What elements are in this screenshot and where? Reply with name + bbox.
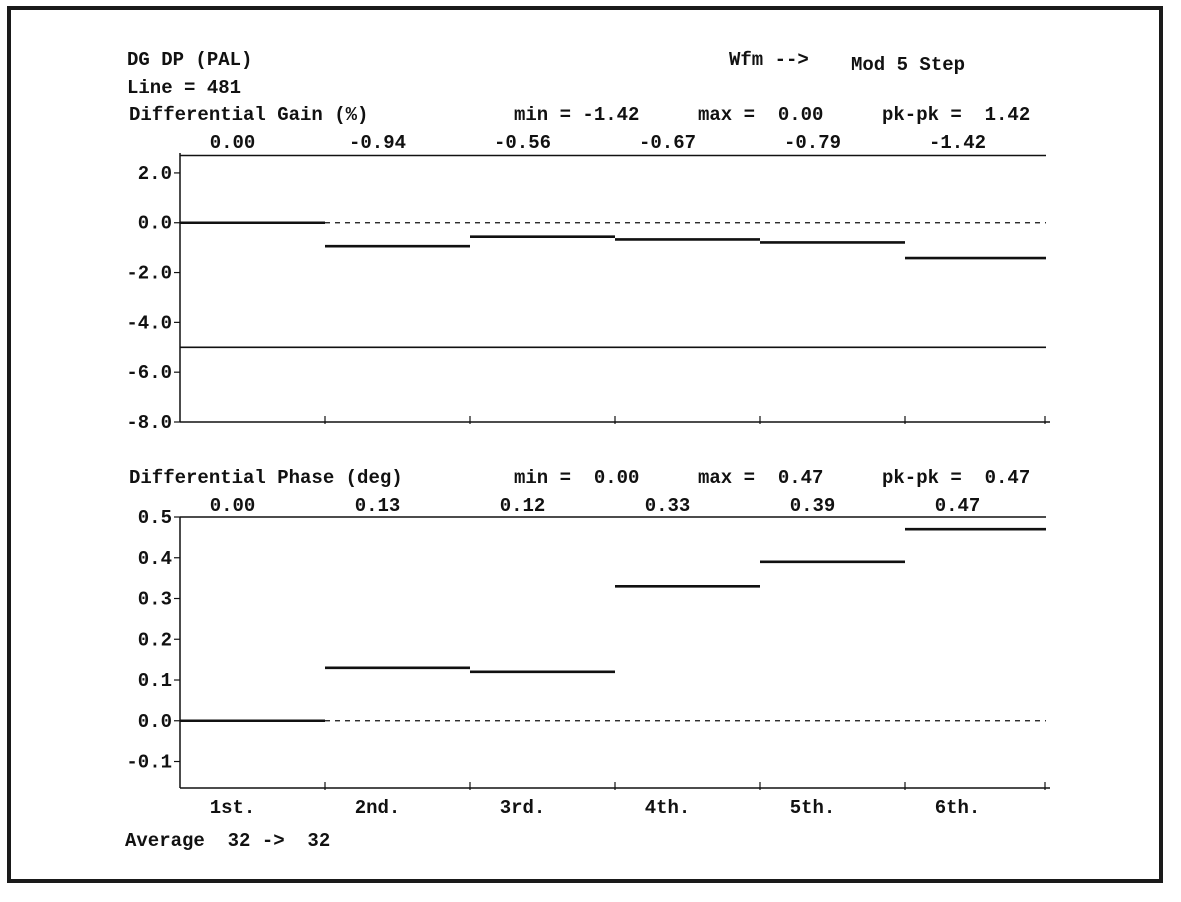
gain-value-label: -0.79: [783, 132, 842, 154]
phase-y-tick-label: 0.4: [137, 547, 172, 570]
phase-value-label: 0.47: [934, 495, 981, 517]
gain-pkpk: pk-pk = 1.42: [882, 104, 1031, 126]
category-label: 1st.: [209, 797, 256, 819]
gain-min: min = -1.42: [514, 104, 640, 126]
gain-y-tick-label: -8.0: [126, 412, 172, 434]
gain-y-tick-label: -4.0: [126, 312, 172, 335]
category-label: 5th.: [789, 797, 836, 819]
gain-y-tick-label: 2.0: [137, 162, 172, 185]
gain-title: Differential Gain (%): [129, 104, 369, 126]
category-label: 3rd.: [499, 797, 546, 819]
gain-y-tick-label: 0.0: [137, 212, 172, 235]
gain-max: max = 0.00: [698, 104, 824, 126]
gain-value-label: -0.67: [638, 132, 697, 154]
phase-y-tick-label: 0.2: [137, 629, 172, 652]
gain-value-label: -0.56: [493, 132, 552, 154]
gain-value-label: -1.42: [928, 132, 987, 154]
phase-value-label: 0.00: [209, 495, 256, 517]
phase-min: min = 0.00: [514, 467, 640, 489]
category-label: 4th.: [644, 797, 691, 819]
phase-value-label: 0.13: [354, 495, 401, 517]
gain-y-tick-label: -6.0: [126, 362, 172, 385]
phase-value-label: 0.33: [644, 495, 691, 517]
phase-pkpk: pk-pk = 0.47: [882, 467, 1031, 489]
gain-value-label: -0.94: [348, 132, 407, 154]
phase-max: max = 0.47: [698, 467, 824, 489]
phase-y-tick-label: 0.3: [137, 588, 172, 611]
phase-y-tick-label: 0.5: [137, 507, 172, 529]
phase-y-tick-label: 0.1: [137, 670, 172, 693]
waveform-label: Wfm -->: [729, 49, 809, 71]
phase-value-label: 0.12: [499, 495, 546, 517]
category-label: 6th.: [934, 797, 981, 819]
phase-y-tick-label: 0.0: [137, 710, 172, 733]
waveform-value: Mod 5 Step: [851, 54, 966, 76]
phase-value-label: 0.39: [789, 495, 836, 517]
category-label: 2nd.: [354, 797, 401, 819]
line-number: Line = 481: [127, 77, 242, 99]
phase-title: Differential Phase (deg): [129, 467, 403, 489]
average-readout: Average 32 -> 32: [125, 830, 331, 852]
report-title: DG DP (PAL): [127, 49, 253, 71]
phase-y-tick-label: -0.1: [126, 751, 172, 774]
gain-y-tick-label: -2.0: [126, 262, 172, 285]
gain-value-label: 0.00: [209, 132, 256, 154]
